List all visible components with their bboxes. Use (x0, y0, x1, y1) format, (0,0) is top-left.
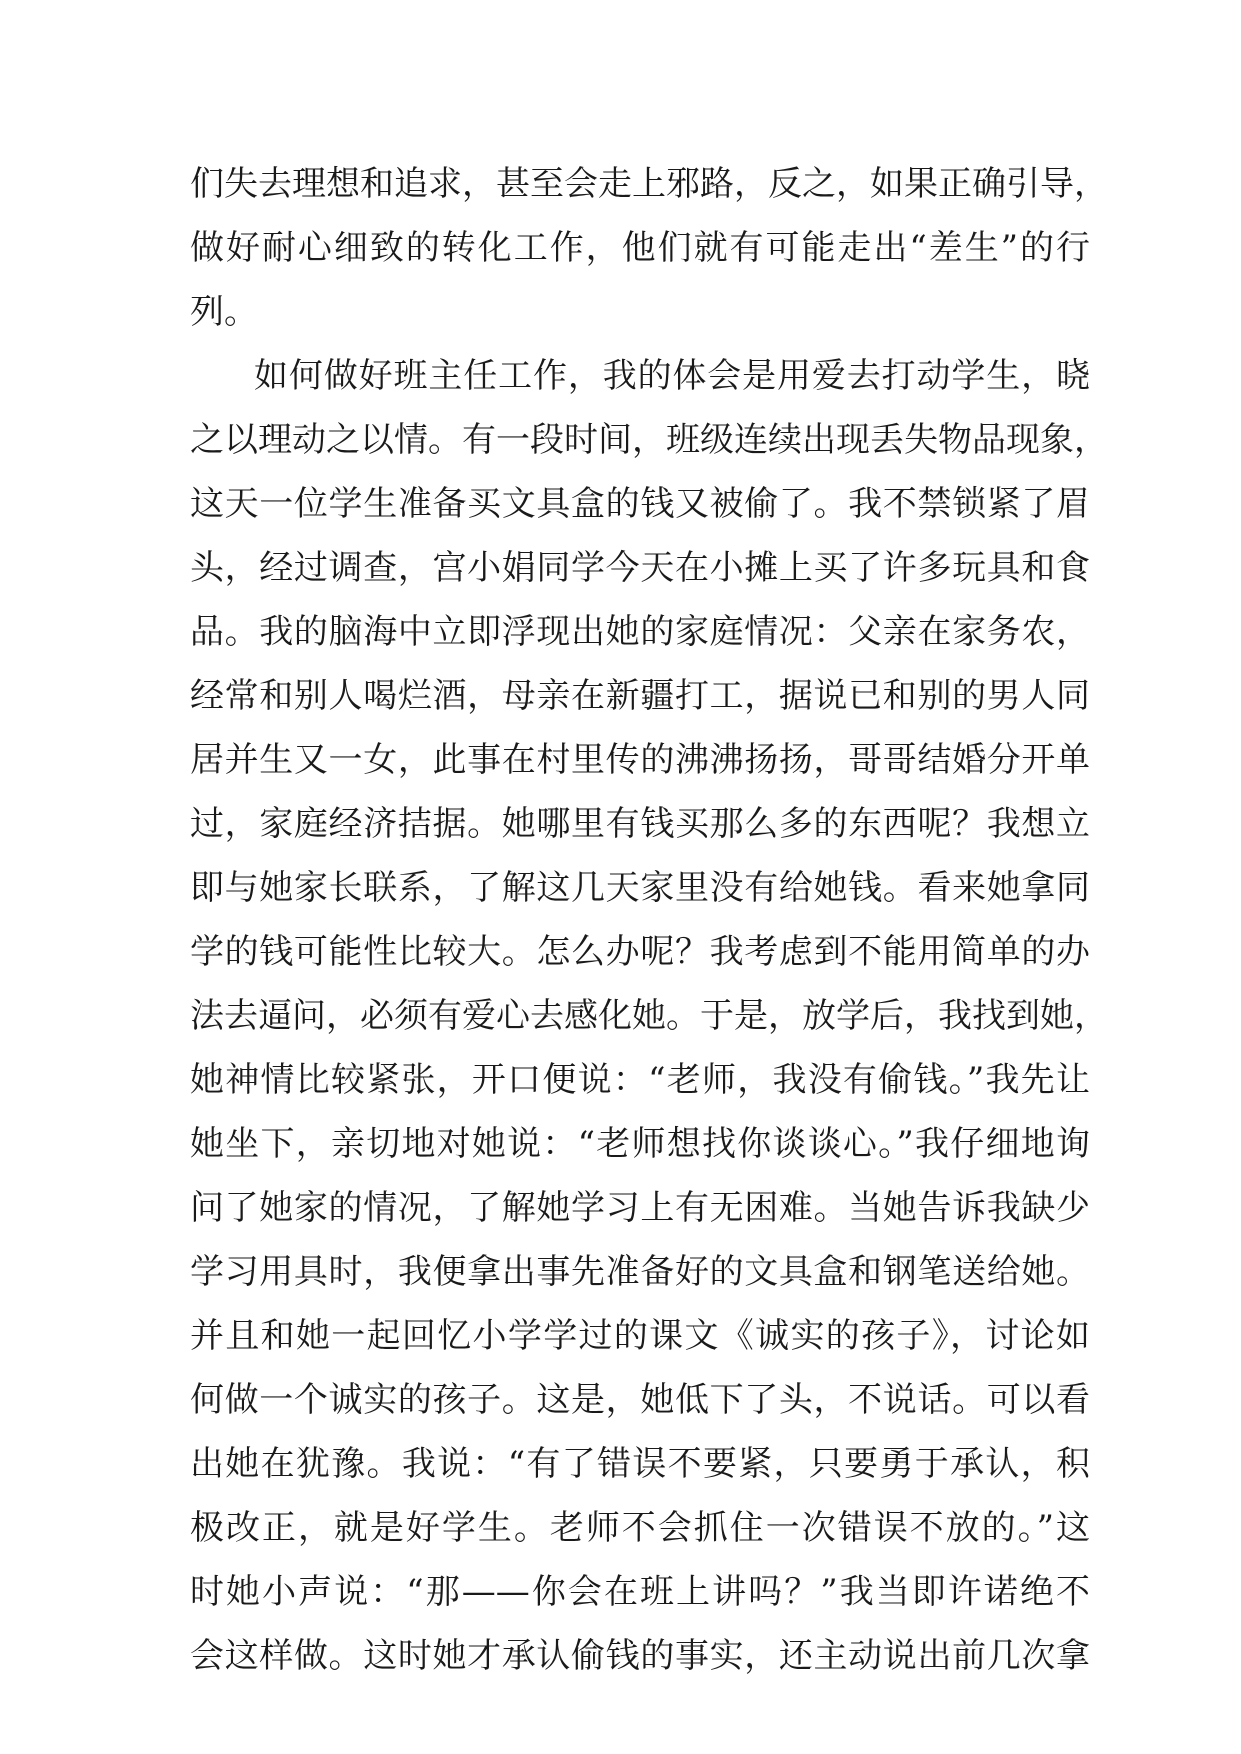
text-line: 极改正，就是好学生。老师不会抓住一次错误不放的。”这 (190, 1508, 1090, 1548)
text-line: 即与她家长联系，了解这几天家里没有给她钱。看来她拿同 (190, 868, 1090, 908)
text-line: 时她小声说：“那——你会在班上讲吗？”我当即许诺绝不 (190, 1572, 1090, 1612)
text-line: 何做一个诚实的孩子。这是，她低下了头，不说话。可以看 (190, 1380, 1090, 1420)
text-line: 过，家庭经济拮据。她哪里有钱买那么多的东西呢？我想立 (190, 804, 1090, 844)
text-line: 法去逼问，必须有爱心去感化她。于是，放学后，我找到她， (190, 996, 1108, 1036)
paragraph-1 (190, 152, 1108, 344)
text-line: 会这样做。这时她才承认偷钱的事实，还主动说出前几次拿 (190, 1636, 1090, 1676)
text-line: 做好耐心细致的转化工作，他们就有可能走出“差生”的行 (190, 228, 1090, 268)
text-line: 头，经过调查，宫小娟同学今天在小摊上买了许多玩具和食 (190, 548, 1090, 588)
text-line: 之以理动之以情。有一段时间，班级连续出现丢失物品现象， (190, 420, 1108, 460)
text-line: 问了她家的情况，了解她学习上有无困难。当她告诉我缺少 (190, 1188, 1090, 1228)
text-line: 列。 (190, 292, 258, 332)
text-line: 品。我的脑海中立即浮现出她的家庭情况：父亲在家务农， (190, 612, 1090, 652)
body-text (190, 152, 1108, 1688)
paragraph-2 (190, 344, 1108, 1688)
text-line: 她神情比较紧张，开口便说：“老师，我没有偷钱。”我先让 (190, 1060, 1090, 1100)
text-line: 并且和她一起回忆小学学过的课文《诚实的孩子》，讨论如 (190, 1316, 1090, 1356)
text-line: 们失去理想和追求，甚至会走上邪路，反之，如果正确引导， (190, 164, 1108, 204)
text-line: 这天一位学生准备买文具盒的钱又被偷了。我不禁锁紧了眉 (190, 484, 1090, 524)
text-line: 如何做好班主任工作，我的体会是用爱去打动学生，晓 (254, 356, 1090, 396)
text-line: 学的钱可能性比较大。怎么办呢？我考虑到不能用简单的办 (190, 932, 1090, 972)
text-line: 学习用具时，我便拿出事先准备好的文具盒和钢笔送给她。 (190, 1252, 1090, 1292)
text-line: 经常和别人喝烂酒，母亲在新疆打工，据说已和别的男人同 (190, 676, 1090, 716)
text-line: 她坐下，亲切地对她说：“老师想找你谈谈心。”我仔细地询 (190, 1124, 1090, 1164)
text-line: 出她在犹豫。我说：“有了错误不要紧，只要勇于承认，积 (190, 1444, 1090, 1484)
text-line: 居并生又一女，此事在村里传的沸沸扬扬，哥哥结婚分开单 (190, 740, 1090, 780)
